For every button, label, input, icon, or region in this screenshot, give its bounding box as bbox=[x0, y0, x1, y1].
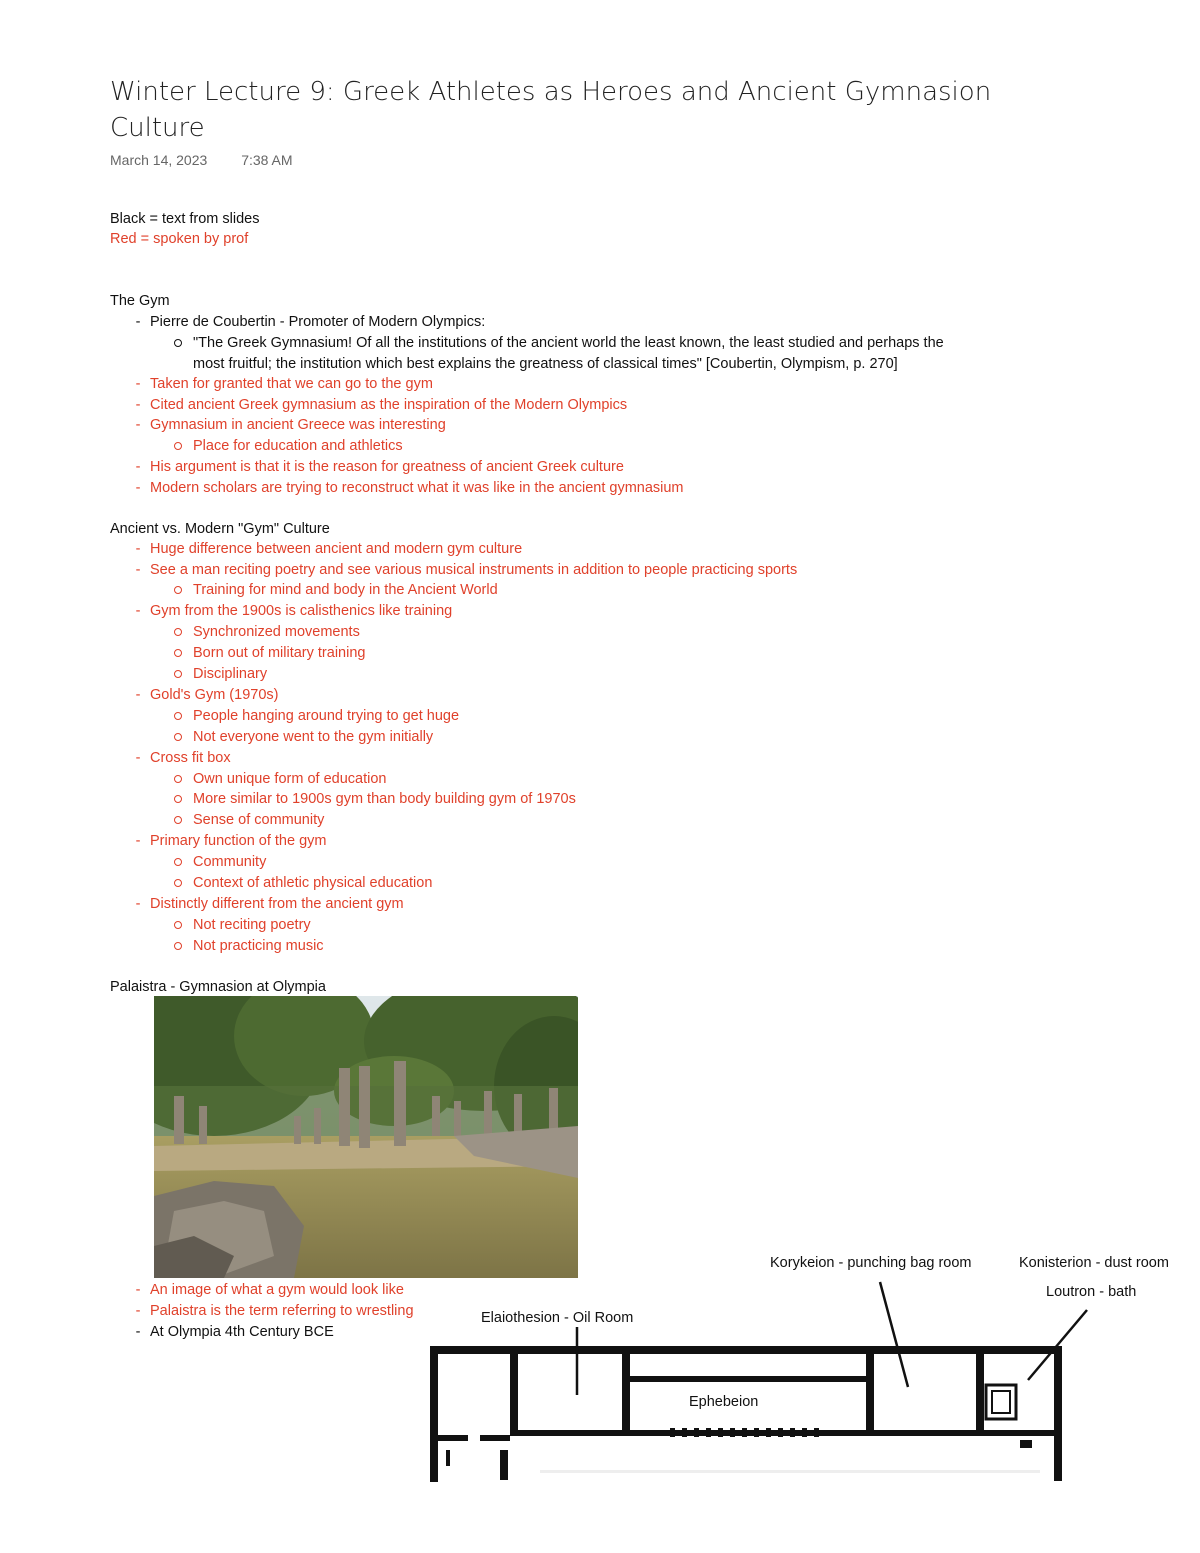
list-item bbox=[193, 334, 944, 352]
list-item bbox=[135, 1323, 334, 1341]
list-item-text: Cited ancient Greek gymnasium as the inspiration of the Modern Olympics bbox=[150, 397, 628, 413]
list-item-text: Huge difference between ancient and modern gym culture bbox=[150, 541, 523, 557]
list-item bbox=[193, 665, 267, 683]
dash-bullet: - bbox=[135, 1324, 141, 1340]
list-item bbox=[135, 602, 453, 620]
list-item-text: His argument is that it is the reason for greatness of ancient Greek culture bbox=[150, 459, 624, 475]
list-item bbox=[193, 853, 266, 871]
list-item-text: Disciplinary bbox=[193, 666, 268, 682]
section-heading-palaistra: Palaistra - Gymnasion at Olympia bbox=[110, 979, 326, 995]
palaistra-floor-plan bbox=[400, 1250, 1200, 1490]
list-item-text: Palaistra is the term referring to wrestling bbox=[150, 1303, 414, 1319]
dash-bullet: - bbox=[135, 687, 141, 703]
page-time: 7:38 AM bbox=[241, 152, 293, 168]
list-item bbox=[135, 313, 486, 331]
list-item-text: Born out of military training bbox=[193, 645, 366, 661]
label-elaiothesion: Elaiothesion - Oil Room bbox=[481, 1310, 634, 1326]
list-item-text: An image of what a gym would look like bbox=[150, 1282, 404, 1298]
list-item-text: Pierre de Coubertin - Promoter of Modern Olympics: bbox=[150, 314, 486, 330]
list-item bbox=[193, 644, 365, 662]
list-item bbox=[135, 416, 446, 434]
circle-bullet-icon bbox=[172, 916, 184, 934]
label-loutron: Loutron - bath bbox=[1046, 1284, 1137, 1300]
list-item-text: Synchronized movements bbox=[193, 624, 360, 640]
circle-bullet-icon bbox=[172, 937, 184, 955]
section-heading-gym: The Gym bbox=[110, 293, 170, 309]
list-item bbox=[135, 686, 279, 704]
circle-bullet-icon bbox=[172, 581, 184, 599]
dash-bullet: - bbox=[135, 562, 141, 578]
circle-bullet-icon bbox=[172, 874, 184, 892]
page-date: March 14, 2023 bbox=[110, 152, 208, 168]
dash-bullet: - bbox=[135, 750, 141, 766]
circle-bullet-icon bbox=[172, 665, 184, 683]
list-item-text: Not practicing music bbox=[193, 938, 324, 954]
dash-bullet: - bbox=[135, 314, 141, 330]
circle-bullet-icon bbox=[172, 644, 184, 662]
circle-bullet-icon bbox=[172, 707, 184, 725]
dash-bullet: - bbox=[135, 376, 141, 392]
circle-bullet-icon bbox=[172, 623, 184, 641]
list-item bbox=[193, 790, 576, 808]
dash-bullet: - bbox=[135, 1282, 141, 1298]
list-item-text: Gymnasium in ancient Greece was interesting bbox=[150, 417, 446, 433]
page-meta bbox=[110, 152, 323, 168]
list-item-text: See a man reciting poetry and see various musical instruments in addition to people practicing sports bbox=[150, 562, 798, 578]
dash-bullet: - bbox=[135, 480, 141, 496]
list-item-text: Training for mind and body in the Ancient World bbox=[193, 582, 498, 598]
list-item bbox=[193, 811, 324, 829]
circle-bullet-icon bbox=[172, 334, 184, 352]
list-item-text: Community bbox=[193, 854, 267, 870]
circle-bullet-icon bbox=[172, 437, 184, 455]
dash-bullet: - bbox=[135, 459, 141, 475]
list-item-text: Taken for granted that we can go to the gym bbox=[150, 376, 433, 392]
dash-bullet: - bbox=[135, 833, 141, 849]
list-item-text: At Olympia 4th Century BCE bbox=[150, 1324, 334, 1340]
list-item bbox=[193, 437, 403, 455]
list-item bbox=[193, 937, 324, 955]
list-item-text: Modern scholars are trying to reconstruct what it was like in the ancient gymnasium bbox=[150, 480, 684, 496]
circle-bullet-icon bbox=[172, 728, 184, 746]
list-item bbox=[135, 540, 523, 558]
label-korykeion: Korykeion - punching bag room bbox=[770, 1255, 972, 1271]
list-item-text: More similar to 1900s gym than body building gym of 1970s bbox=[193, 791, 576, 807]
list-item bbox=[135, 1302, 414, 1320]
label-konisterion: Konisterion - dust room bbox=[1019, 1255, 1169, 1271]
list-item bbox=[193, 728, 433, 746]
list-item bbox=[135, 375, 433, 393]
list-item-text: Own unique form of education bbox=[193, 771, 387, 787]
list-item bbox=[135, 561, 798, 579]
list-item bbox=[193, 581, 498, 599]
list-item-text: Primary function of the gym bbox=[150, 833, 327, 849]
circle-bullet-icon bbox=[172, 811, 184, 829]
list-item-text: Distinctly different from the ancient gym bbox=[150, 896, 404, 912]
list-item-text: Gym from the 1900s is calisthenics like training bbox=[150, 603, 453, 619]
list-item-text: Sense of community bbox=[193, 812, 325, 828]
list-item bbox=[193, 707, 459, 725]
list-item-text: Place for education and athletics bbox=[193, 438, 403, 454]
list-item bbox=[135, 396, 628, 414]
circle-bullet-icon bbox=[172, 790, 184, 808]
list-item-text: Gold's Gym (1970s) bbox=[150, 687, 279, 703]
dash-bullet: - bbox=[135, 417, 141, 433]
list-item-text: Cross fit box bbox=[150, 750, 231, 766]
circle-bullet-icon bbox=[172, 770, 184, 788]
dash-bullet: - bbox=[135, 541, 141, 557]
dash-bullet: - bbox=[135, 896, 141, 912]
list-item bbox=[193, 623, 360, 641]
list-item bbox=[135, 832, 327, 850]
dash-bullet: - bbox=[135, 397, 141, 413]
list-item-text: Not reciting poetry bbox=[193, 917, 311, 933]
dash-bullet: - bbox=[135, 1303, 141, 1319]
list-item bbox=[193, 874, 432, 892]
list-item bbox=[193, 770, 386, 788]
page-title: Winter Lecture 9: Greek Athletes as Heroes and Ancient Gymnasion Culture bbox=[110, 77, 992, 143]
list-item bbox=[135, 749, 231, 767]
list-item bbox=[135, 1281, 404, 1299]
list-item bbox=[135, 895, 404, 913]
list-item bbox=[135, 479, 684, 497]
list-item-text: Context of athletic physical education bbox=[193, 875, 433, 891]
legend-red: Red = spoken by prof bbox=[110, 231, 249, 247]
dash-bullet: - bbox=[135, 603, 141, 619]
circle-bullet-icon bbox=[172, 853, 184, 871]
list-item-text: Not everyone went to the gym initially bbox=[193, 729, 434, 745]
list-item-text: People hanging around trying to get huge bbox=[193, 708, 460, 724]
list-item bbox=[135, 458, 624, 476]
list-item-continued: most fruitful; the institution which best explains the greatness of classical times" [Coubertin, Olympism, p. 270] bbox=[193, 356, 898, 372]
legend-black: Black = text from slides bbox=[110, 211, 260, 227]
list-item bbox=[193, 916, 311, 934]
label-ephebeion: Ephebeion bbox=[689, 1394, 759, 1410]
section-heading-culture: Ancient vs. Modern "Gym" Culture bbox=[110, 521, 330, 537]
list-item-text: "The Greek Gymnasium! Of all the institutions of the ancient world the least known, the least studied and perhaps the bbox=[193, 335, 944, 351]
palaistra-photo bbox=[154, 996, 578, 1278]
